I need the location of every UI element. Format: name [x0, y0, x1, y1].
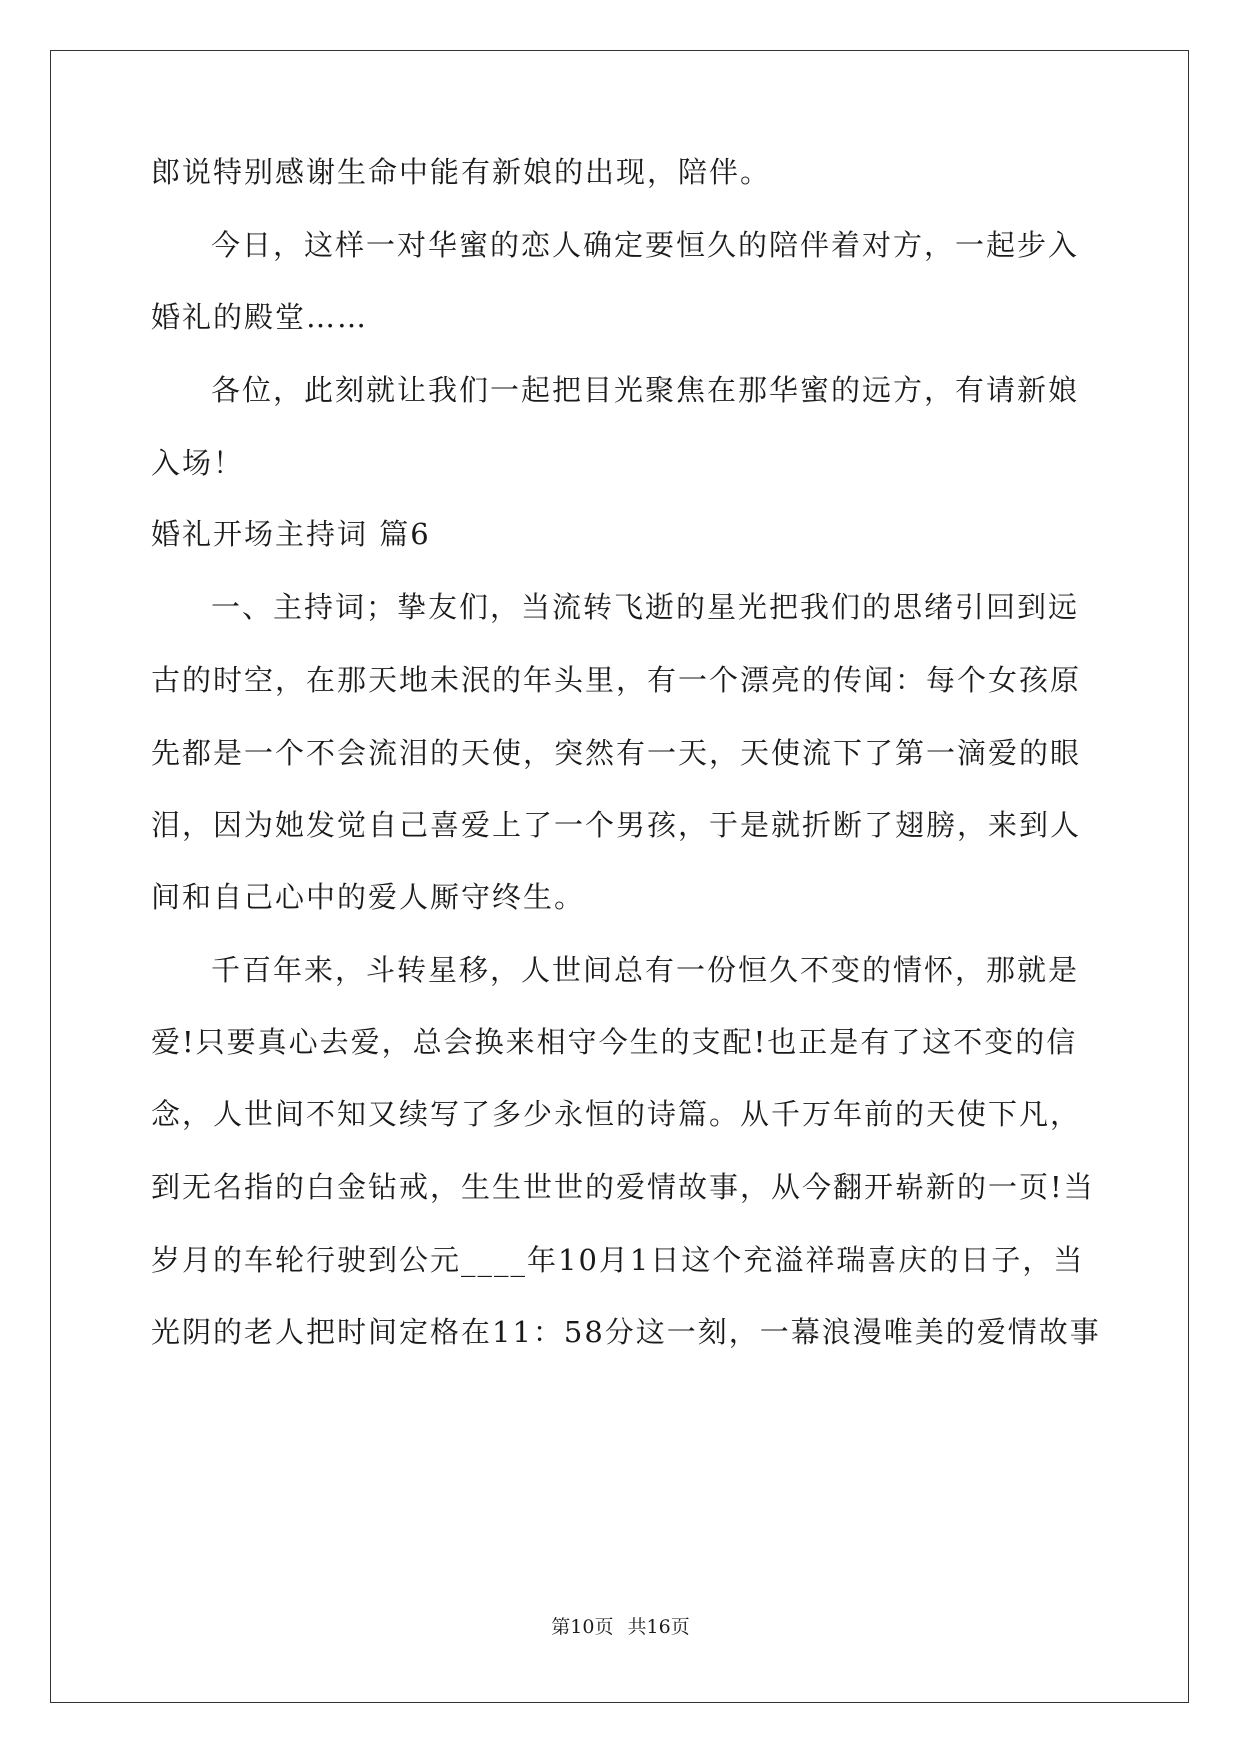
page-number: 第10页 [551, 1616, 614, 1638]
paragraph-line: 入场！ [151, 446, 245, 480]
paragraph-line: 间和自己心中的爱人厮守终生。 [151, 880, 586, 914]
paragraph-line: 一、主持词；挚友们，当流转飞逝的星光把我们的思绪引回到远 [211, 590, 1080, 624]
paragraph-line: 泪，因为她发觉自己喜爱上了一个男孩，于是就折断了翅膀，来到人 [151, 808, 1082, 842]
paragraph-line: 古的时空，在那天地未泯的年头里，有一个漂亮的传闻：每个女孩原 [151, 663, 1082, 697]
paragraph-line: 各位，此刻就让我们一起把目光聚焦在那华蜜的远方，有请新娘 [211, 373, 1080, 407]
paragraph-line: 婚礼的殿堂…… [151, 300, 369, 334]
paragraph-line: 今日，这样一对华蜜的恋人确定要恒久的陪伴着对方，一起步入 [211, 228, 1080, 262]
paragraph-line: 千百年来，斗转星移，人世间总有一份恒久不变的情怀，那就是 [211, 953, 1080, 987]
paragraph-line: 爱!只要真心去爱，总会换来相守今生的支配!也正是有了这不变的信 [151, 1025, 1078, 1059]
page-footer [0, 1614, 1241, 1640]
paragraph-line: 岁月的车轮行驶到公元____年10月1日这个充溢祥瑞喜庆的日子，当 [151, 1243, 1085, 1277]
paragraph-line: 光阴的老人把时间定格在11：58分这一刻，一幕浪漫唯美的爱情故事 [151, 1315, 1101, 1349]
paragraph-line: 郎说特别感谢生命中能有新娘的出现，陪伴。 [151, 155, 772, 189]
paragraph-line: 先都是一个不会流泪的天使，突然有一天，天使流下了第一滴爱的眼 [151, 736, 1082, 770]
paragraph-line: 念，人世间不知又续写了多少永恒的诗篇。从千万年前的天使下凡， [151, 1097, 1082, 1131]
section-heading: 婚礼开场主持词 篇6 [151, 517, 431, 551]
paragraph-line: 到无名指的白金钻戒，生生世世的爱情故事，从今翻开崭新的一页!当 [151, 1170, 1095, 1204]
page-total: 共16页 [627, 1616, 690, 1638]
